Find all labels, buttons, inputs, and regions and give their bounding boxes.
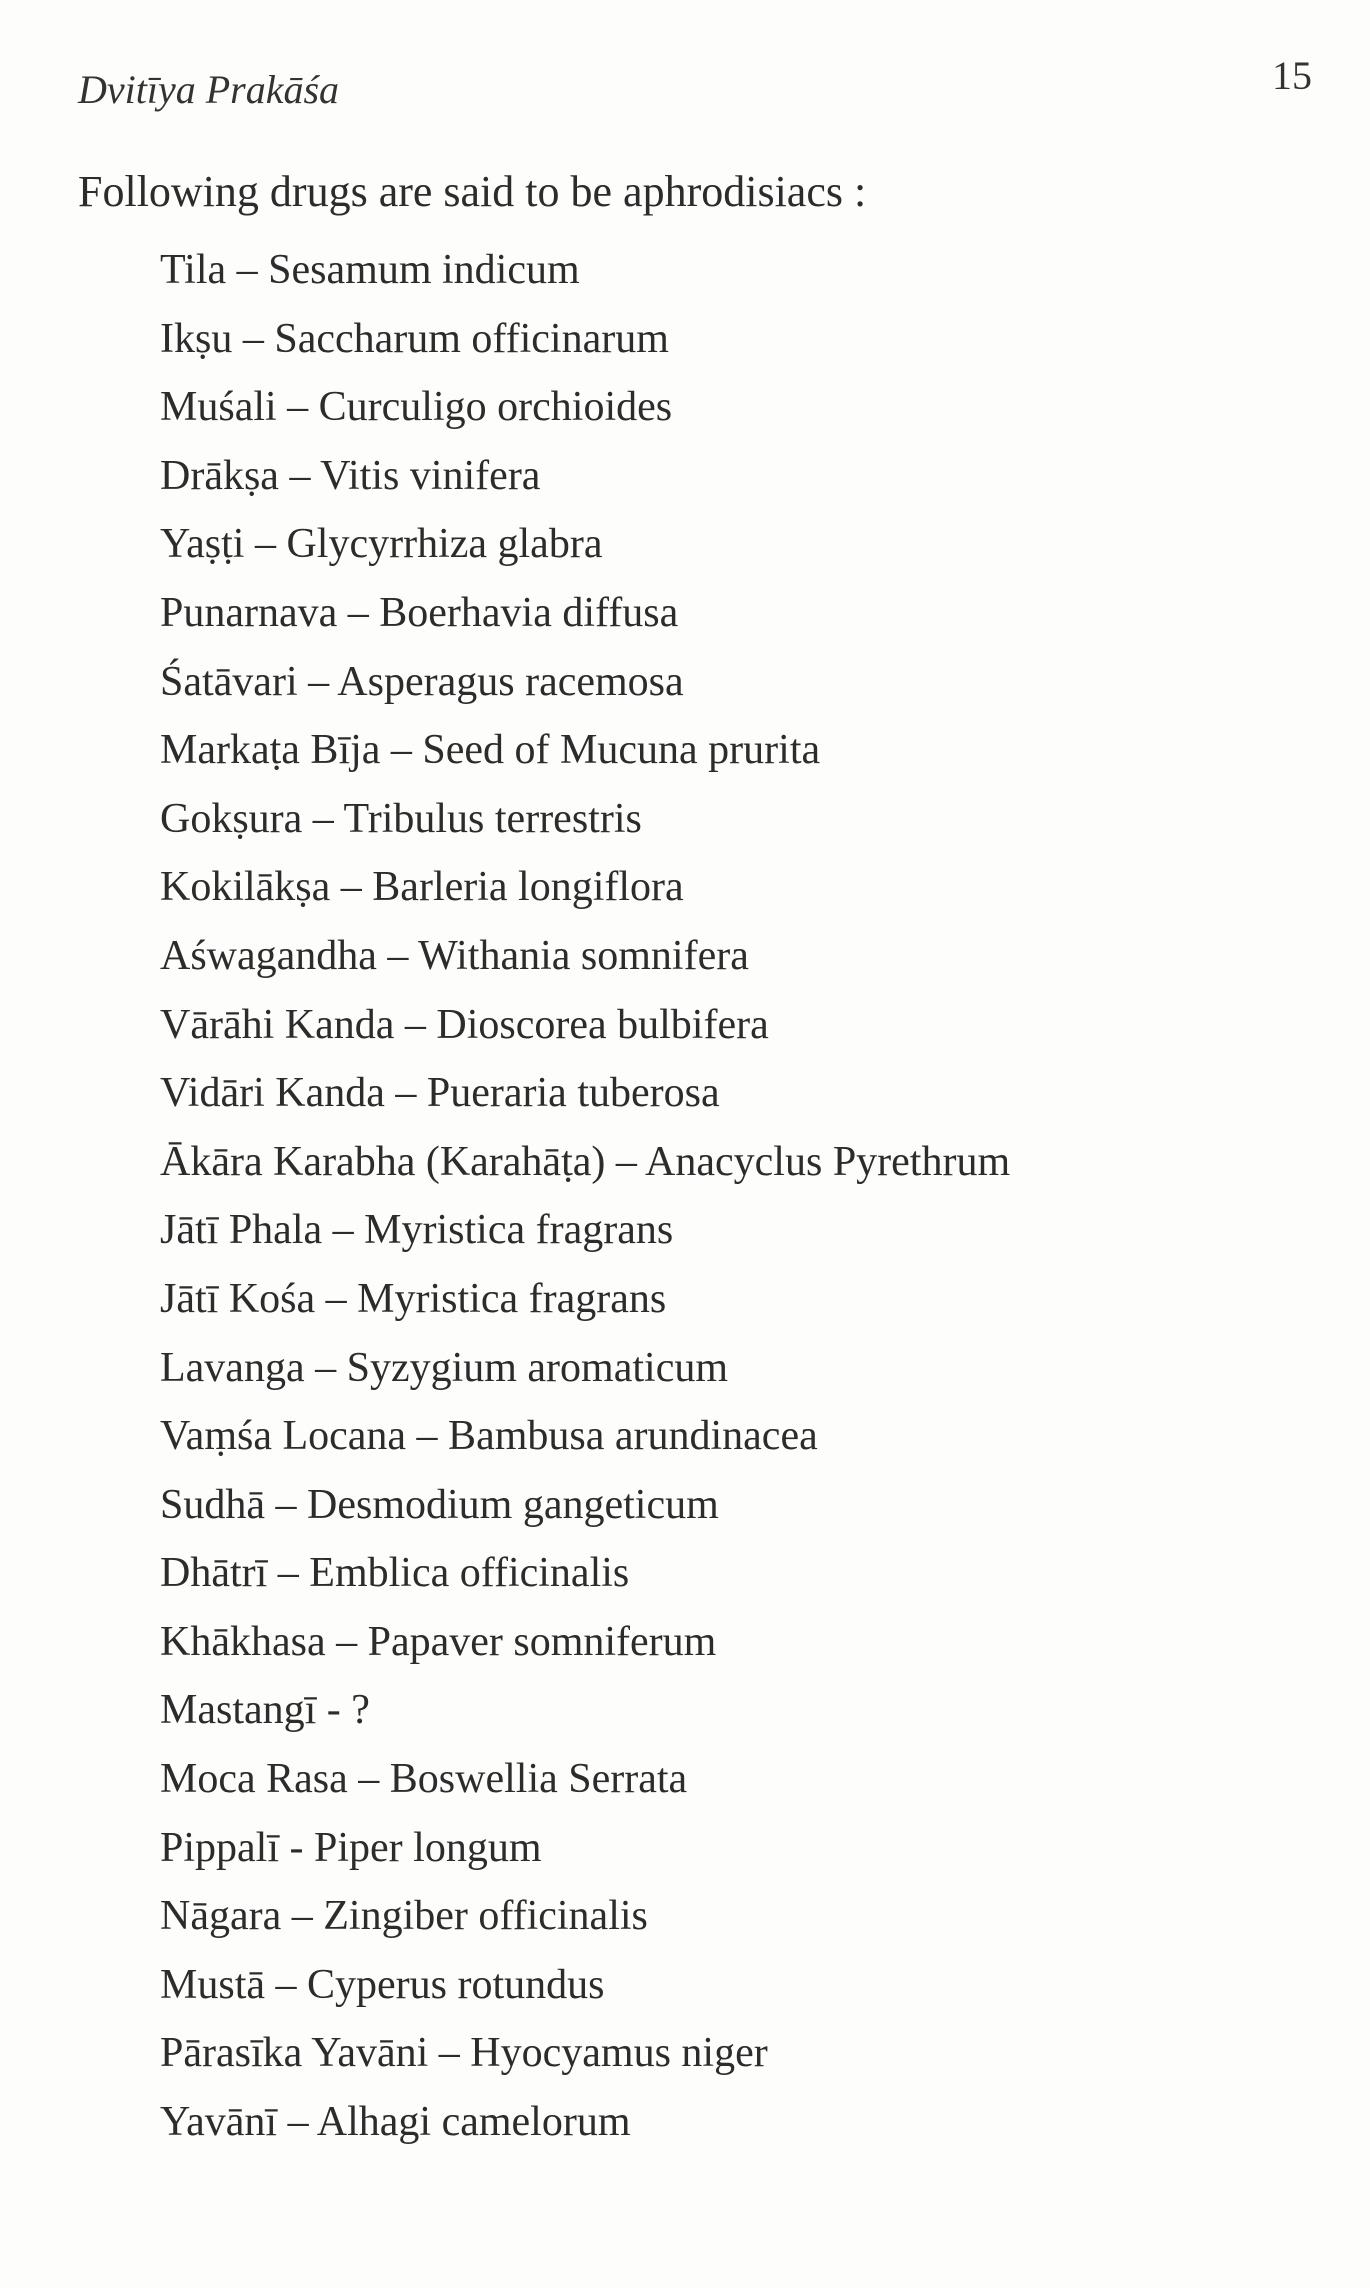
item-text: Jātī Kośa – Myristica fragrans — [160, 1275, 667, 1322]
item-text: Khākhasa – Papaver somniferum — [160, 1618, 717, 1665]
item-text: Tila – Sesamum indicum — [160, 247, 580, 293]
item-text: Dhātrī – Emblica officinalis — [160, 1550, 630, 1597]
item-text: Moca Rasa – Boswellia Serrata — [160, 1756, 688, 1803]
item-text: Drākṣa – Vitis vinifera — [160, 452, 541, 499]
item-text: Lavanga – Syzygium aromaticum — [160, 1344, 729, 1391]
item-text: Ākāra Karabha (Karahāṭa) – Anacyclus Pyrethrum — [160, 1138, 1011, 1185]
item-text: Vidāri Kanda – Pueraria tuberosa — [160, 1070, 720, 1117]
item-text: Yavānī – Alhagi camelorum — [160, 2099, 631, 2146]
item-text: Kokilākṣa – Barleria longiflora — [160, 864, 684, 911]
item-text: Gokṣura – Tribulus terrestris — [160, 795, 642, 842]
item-text: Mustā – Cyperus rotundus — [160, 1961, 605, 2008]
item-text: Pippalī - Piper longum — [160, 1824, 542, 1871]
item-text: Vaṃśa Locana – Bambusa arundinacea — [160, 1413, 818, 1460]
page-number: 15 — [1272, 53, 1312, 98]
item-text: Aśwagandha – Withania somnifera — [160, 932, 749, 979]
item-text: Muśali – Curculigo orchioides — [160, 384, 673, 431]
item-text: Punarnava – Boerhavia diffusa — [160, 589, 679, 636]
item-text: Jātī Phala – Myristica fragrans — [160, 1207, 674, 1254]
intro-sentence: Following drugs are said to be aphrodisiacs : — [78, 167, 867, 216]
item-text: Nāgara – Zingiber officinalis — [160, 1893, 648, 1940]
item-text: Yaṣṭi – Glycyrrhiza glabra — [160, 521, 603, 568]
item-text: Markaṭa Bīja – Seed of Mucuna prurita — [160, 727, 821, 774]
item-text: Pārasīka Yavāni – Hyocyamus niger — [160, 2030, 768, 2077]
item-text: Sudhā – Desmodium gangeticum — [160, 1481, 719, 1528]
item-text: Ikṣu – Saccharum officinarum — [160, 315, 669, 362]
item-text: Śatāvari – Asperagus racemosa — [160, 658, 684, 705]
item-text: Mastangī - ? — [160, 1687, 370, 1734]
item-text: Vārāhi Kanda – Dioscorea bulbifera — [160, 1001, 769, 1048]
running-head: Dvitīya Prakāśa — [78, 67, 340, 112]
